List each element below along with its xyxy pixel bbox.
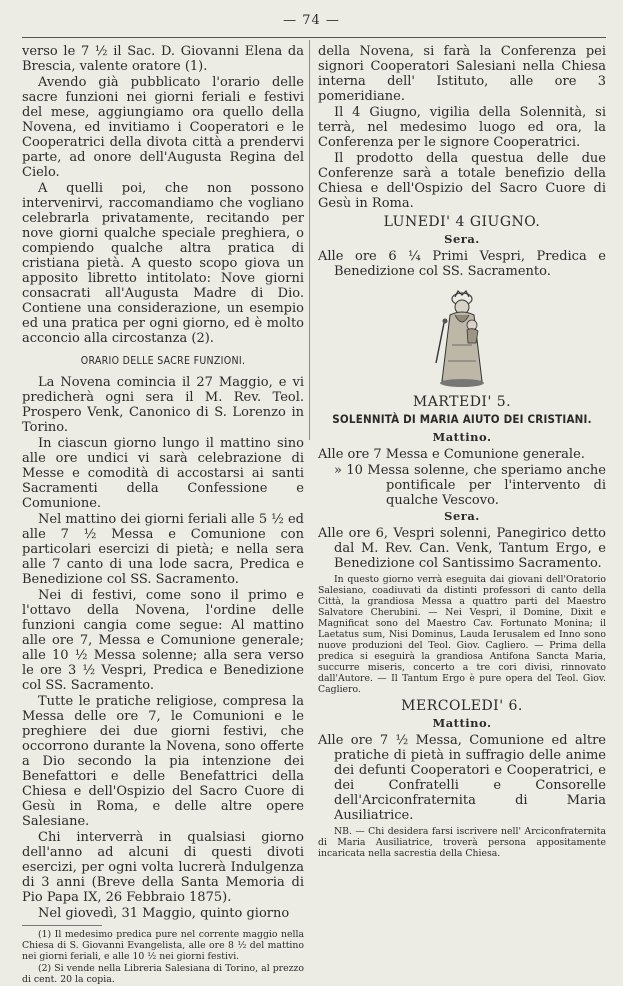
footnote: (1) Il medesimo predica pure nel corrente maggio nella Chiesa di S. Giovanni Evangelista, alle ore 8 ½ del mattino nei giorni feriali, e alle 10 ½ nei giorni festivi. [22, 929, 304, 962]
schedule-item: Alle ore 7 ½ Messa, Comunione ed altre pratiche di pietà in suffragio delle anime dei defunti Cooperatori e Cooperatrici, e dei Confratelli e Consorelle dell'Arciconfraternita di Maria Ausiliatrice. [318, 733, 606, 823]
schedule-item: Alle ore 6, Vespri solenni, Panegirico detto dal M. Rev. Can. Venk, Tantum Ergo, e Benedizione col Santissimo Sacramento. [318, 526, 606, 571]
paragraph: La Novena comincia il 27 Maggio, e vi predicherà ogni sera il M. Rev. Teol. Prospero Venk, Canonico di S. Lorenzo in Torino. [22, 375, 304, 435]
time-heading: Mattino. [432, 716, 492, 730]
feast-heading: SOLENNITÀ DI MARIA AIUTO DEI CRISTIANI. [332, 412, 592, 426]
schedule-item: » 10 Messa solenne, che speriamo anche pontificale per l'intervento di qualche Vescovo. [334, 463, 606, 508]
schedule-item: Alle ore 7 Messa e Comunione generale. [318, 447, 585, 462]
paragraph: Nel mattino dei giorni feriali alle 5 ½ ed alle 7 ½ Messa e Comunione con particolari esercizi di pietà; e nella sera alle 7 canto di una lode sacra, Predica e Benedizione col SS. Sacramento. [22, 512, 304, 587]
day-heading: MERCOLEDI' 6. [401, 698, 523, 714]
paragraph: Tutte le pratiche religiose, compresa la Messa delle ore 7, le Comunioni e le preghiere dei due giorni festivi, che occorrono durante la Novena, sono offerte a Dio secondo la pia intenzione dei Benefattori e delle Benefattrici della Chiesa e dell'Ospizio del Sacro Cuore di Gesù in Roma, e delle altre opere Salesiane. [22, 694, 304, 829]
madonna-illustration [422, 285, 502, 389]
nb-note: NB. — Chi desidera farsi iscrivere nell' Arciconfraternita di Maria Ausiliatrice, troverà persona appositamente incaricata nella sacrestia della Chiesa. [318, 826, 606, 859]
page-number: — 74 — [283, 13, 340, 28]
paragraph: Chi interverrà in qualsiasi giorno dell'anno ad alcuni di questi divoti esercizi, per ogni volta lucrerà Indulgenza di 3 anni (Breve della Santa Memoria di Pio Papa IX, 26 Febbraio 1875). [22, 830, 304, 905]
schedule-item: Alle ore 6 ¼ Primi Vespri, Predica e Benedizione col SS. Sacramento. [318, 249, 606, 279]
paragraph: Nel giovedì, 31 Maggio, quinto giorno [38, 906, 290, 921]
footnote: (2) Si vende nella Libreria Salesiana di Torino, al prezzo di cent. 20 la copia. [22, 963, 304, 985]
section-heading: ORARIO DELLE SACRE FUNZIONI. [80, 355, 246, 367]
column-divider [309, 40, 310, 440]
paragraph: In ciascun giorno lungo il mattino sino alle ore undici vi sarà celebrazione di Messe e comodità di accostarsi ai santi Sacramenti della Confessione e Comunione. [22, 436, 304, 511]
footnote-rule [22, 925, 102, 926]
right-column [318, 44, 606, 860]
madonna-image [318, 285, 606, 389]
paragraph: Il 4 Giugno, vigilia della Solennità, si terrà, nel medesimo luogo ed ora, la Conferenza per le signore Cooperatrici. [318, 105, 606, 150]
time-heading: Mattino. [432, 430, 492, 444]
left-column [22, 44, 304, 986]
music-note: In questo giorno verrà eseguita dai giovani dell'Oratorio Salesiano, coadiuvati da distinti professori di canto della Città, la grandiosa Messa a quattro parti del Maestro Salvatore Cherubini. — Nei Vespri, il Domine, Dixit e Magnificat sono del Maestro Cav. Fortunato Monina; il Laetatus sum, Nisi Dominus, Lauda Ierusalem ed Inno sono nuove produzioni del Teol. Giov. Cagliero. — Prima della predica si eseguirà la grandiosa Antifona Sancta Maria, succurre miseris, concerto a tre cori divisi, rinnovato dall'Autore. — Il Tantum Ergo è pure opera del Teol. Giov. Cagliero. [318, 574, 606, 695]
paragraph: A quelli poi, che non possono intervenirvi, raccomandiamo che vogliano celebrarla privatamente, recitando per nove giorni qualche speciale preghiera, o compiendo qualche altra pratica di cristiana pietà. A questo scopo giova un apposito libretto intitolato: Nove giorni consacrati all'Augusta Madre di Dio. Contiene una considerazione, un esempio ed una pratica per ogni giorno, ed è molto acconcio alla circostanza (2). [22, 181, 304, 346]
paragraph: Avendo già pubblicato l'orario delle sacre funzioni nei giorni feriali e festivi del mese, aggiungiamo ora quello della Novena, ed invitiamo i Cooperatori e le Cooperatrici della divota città a prendervi parte, ad onore dell'Augusta Regina del Cielo. [22, 75, 304, 180]
time-heading: Sera. [444, 509, 480, 523]
paragraph: verso le 7 ½ il Sac. D. Giovanni Elena da Brescia, valente oratore (1). [22, 44, 304, 74]
day-heading: MARTEDI' 5. [412, 394, 512, 410]
time-heading: Sera. [444, 232, 480, 246]
paragraph: Il prodotto della questua delle due Conferenze sarà a totale benefizio della Chiesa e dell'Ospizio del Sacro Cuore di Gesù in Roma. [318, 151, 606, 211]
day-heading: LUNEDI' 4 GIUGNO. [383, 214, 541, 230]
paragraph: Nei di festivi, come sono il primo e l'ottavo della Novena, l'ordine delle funzioni cangia come segue: Al mattino alle ore 7, Messa e Comunione generale; alle 10 ½ Messa solenne; alla sera verso le ore 3 ½ Vespri, Predica e Benedizione col SS. Sacramento. [22, 588, 304, 693]
header-rule [22, 37, 606, 38]
paragraph: della Novena, si farà la Conferenza pei signori Cooperatori Salesiani nella Chiesa interna dell' Istituto, alle ore 3 pomeridiane. [318, 44, 606, 104]
